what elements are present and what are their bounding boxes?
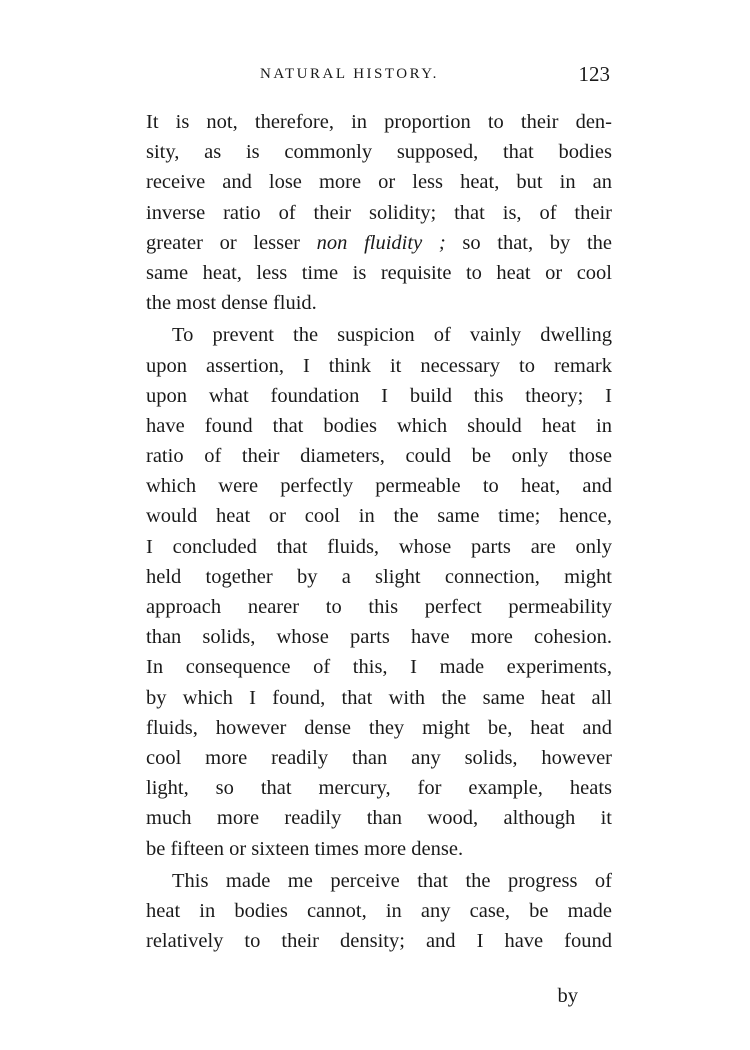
body-text [146,107,612,956]
text-line: receive and lose more or less heat, but in an [146,171,612,194]
text-line: upon what foundation I build this theory; I [146,384,612,407]
text-line: held together by a slight connection, might [146,565,612,588]
text-line: have found that bodies which should heat in [146,414,612,437]
running-title: NATURAL HISTORY. [260,66,439,82]
text-run: greater or lesser [146,231,317,254]
text-line: cool more readily than any solids, however [146,746,612,769]
running-head [146,62,612,92]
text-line: It is not, therefore, in proportion to their den- [146,111,612,133]
text-line: approach nearer to this perfect permeability [146,596,612,618]
text-line: relatively to their density; and I have found [146,930,612,953]
text-line: be fifteen or sixteen times more dense. [146,837,464,860]
text-line: which were perfectly permeable to heat, and [146,475,612,498]
text-line: I concluded that fluids, whose parts are only [146,535,612,558]
text-line: would heat or cool in the same time; hence, [146,505,612,528]
text-line: In consequence of this, I made experiments, [146,656,612,679]
italic-phrase: non fluidity ; [316,231,446,254]
text-line: sity, as is commonly supposed, that bodies [146,141,612,164]
text-line: This made me perceive that the progress of [172,869,612,892]
text-line: upon assertion, I think it necessary to remark [146,354,612,377]
text-line: the most dense fluid. [146,292,317,315]
text-line: inverse ratio of their solidity; that is, of their [146,201,612,224]
text-line: by which I found, that with the same heat all [146,686,612,709]
text-line: fluids, however dense they might be, heat and [146,716,612,739]
text-line [146,228,612,258]
text-line: heat in bodies cannot, in any case, be made [146,899,612,922]
text-line: To prevent the suspicion of vainly dwelling [172,324,612,347]
text-line: light, so that mercury, for example, heats [146,777,612,800]
text-line: same heat, less time is requisite to heat or cool [146,261,612,284]
text-line: ratio of their diameters, could be only those [146,445,612,468]
text-line: much more readily than wood, although it [146,807,612,830]
catchword: by [557,985,578,1007]
text-line: than solids, whose parts have more cohesion. [146,626,612,649]
page-number: 123 [578,62,610,86]
text-run: so that, by the [445,231,612,254]
